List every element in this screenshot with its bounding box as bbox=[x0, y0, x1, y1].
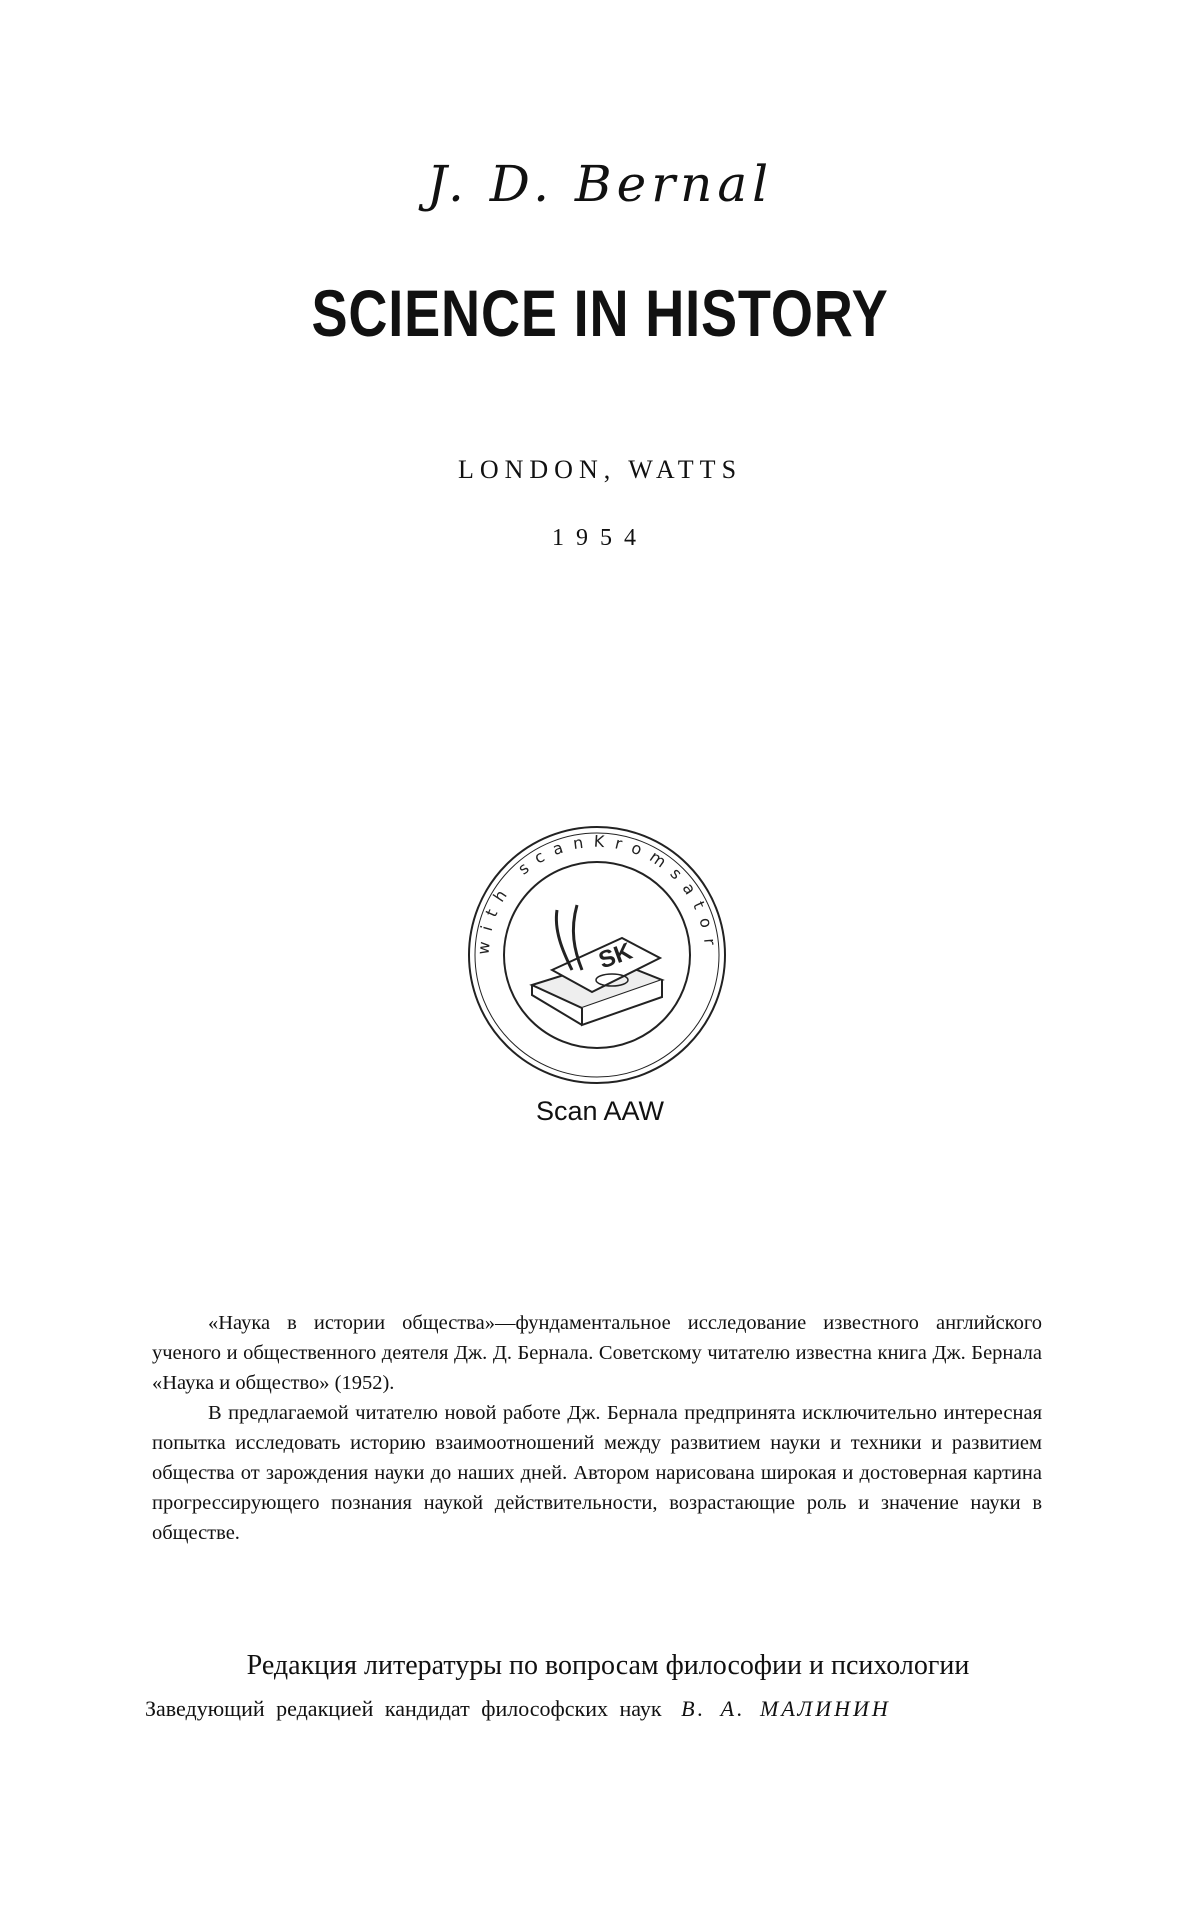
book-publisher: LONDON, WATTS bbox=[457, 455, 743, 484]
book-year: 1954 bbox=[552, 525, 648, 551]
head-editor-name: В. А. МАЛИНИН bbox=[681, 1696, 891, 1721]
head-editor-line bbox=[145, 1696, 1045, 1722]
scan-credit: Scan AAW bbox=[535, 1096, 665, 1126]
annotation-paragraph: «Наука в истории общества»—фундаментальное исследование известного английского ученого и общественного деятеля Дж. Д. Бернала. Советскому читателю известна книга Дж. Бернала «Наука и общество» (1952). bbox=[152, 1312, 1042, 1394]
stamp-ring-text: with scanKromsator bbox=[473, 831, 721, 956]
scanner-icon bbox=[532, 905, 662, 1025]
book-title: SCIENCE IN HISTORY bbox=[311, 276, 889, 350]
book-annotation bbox=[152, 1308, 1042, 1548]
svg-text:SK: SK bbox=[595, 937, 636, 975]
book-author: J. D. Bernal bbox=[426, 155, 774, 213]
head-editor-label: Заведующий редакцией кандидат философских наук bbox=[145, 1696, 662, 1721]
annotation-paragraph: В предлагаемой читателю новой работе Дж. Бернала предпринята исключительно интересная попытка исследовать историю взаимоотношений между развитием науки и техники и развитием общества от зарождения науки до наших дней. Автором нарисована широкая и достоверная картина прогрессирующего познания наукой действительности, возрастающие роль и значение науки в обществе. bbox=[152, 1402, 1042, 1544]
scankromsator-stamp bbox=[462, 820, 732, 1090]
editorial-office: Редакция литературы по вопросам философии и психологии bbox=[246, 1650, 970, 1681]
